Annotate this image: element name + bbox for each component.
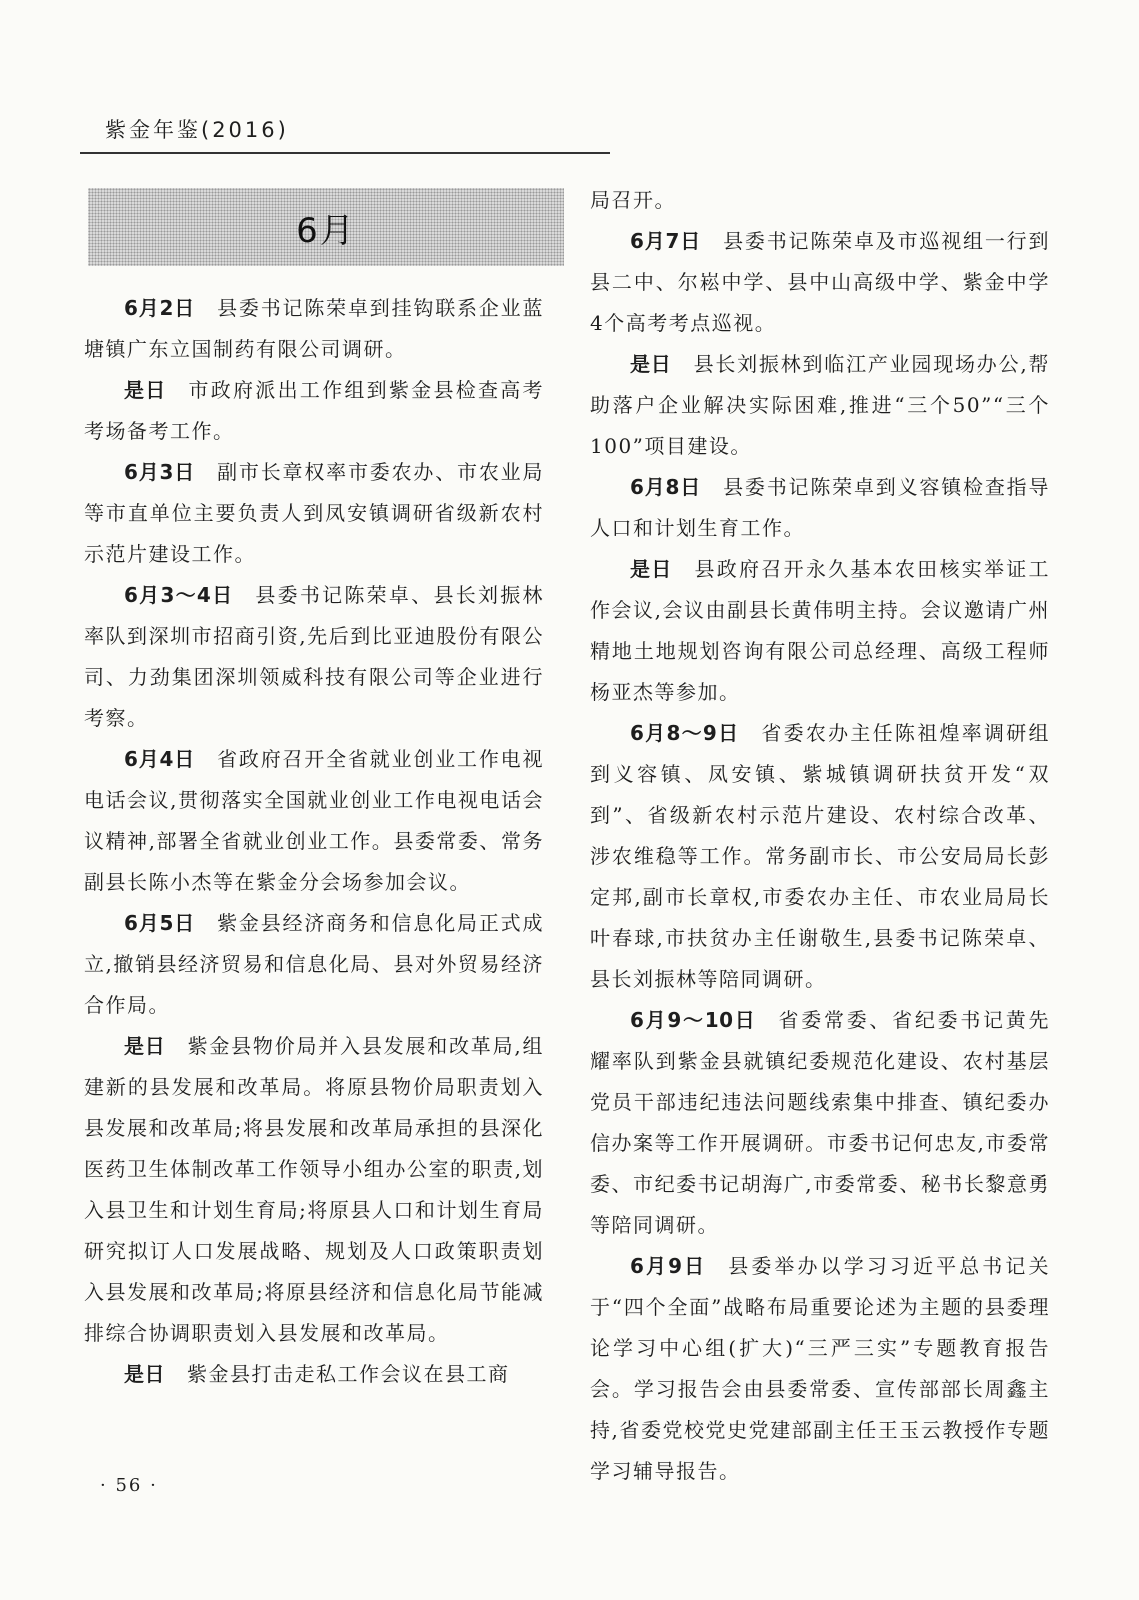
entry (84, 903, 544, 1026)
month-banner (88, 188, 564, 266)
entry (590, 1246, 1050, 1492)
entry-text: 省委农办主任陈祖煌率调研组到义容镇、凤安镇、紫城镇调研扶贫开发“双到”、省级新农村示范片建设、农村综合改革、涉农维稳等工作。常务副市长、市公安局局长彭定邦,副市长章权,市委农办主任、市农业局局长叶春球,市扶贫办主任谢敬生,县委书记陈荣卓、县长刘振林等陪同调研。 (590, 721, 1051, 991)
entry-text: 县委书记陈荣卓及市巡视组一行到县二中、尔崧中学、县中山高级中学、紫金中学4个高考考点巡视。 (590, 229, 1050, 335)
entry (84, 1354, 544, 1395)
entry (590, 549, 1050, 713)
entry-date: 是日 (630, 557, 673, 581)
right-column (590, 180, 1050, 1492)
entry-text: 省政府召开全省就业创业工作电视电话会议,贯彻落实全国就业创业工作电视电话会议精神,部署全省就业创业工作。县委常委、常务副县长陈小杰等在紫金分会场参加会议。 (84, 747, 544, 894)
entry-date: 是日 (124, 378, 167, 402)
entry-date: 6月4日 (124, 747, 196, 771)
left-column (84, 288, 544, 1395)
entry-text: 省委常委、省纪委书记黄先耀率队到紫金县就镇纪委规范化建设、农村基层党员干部违纪违法问题线索集中排查、镇纪委办信办案等工作开展调研。市委书记何忠友,市委常委、市纪委书记胡海广,市委常委、秘书长黎意勇等陪同调研。 (590, 1008, 1050, 1237)
entry-date: 6月9日 (630, 1254, 707, 1278)
entry-text: 县委举办以学习习近平总书记关于“四个全面”战略布局重要论述为主题的县委理论学习中心组(扩大)“三严三实”专题教育报告会。学习报告会由县委常委、宣传部部长周鑫主持,省委党校党史党建部副主任王玉云教授作专题学习辅导报告。 (590, 1254, 1051, 1483)
entry-text: 紫金县经济商务和信息化局正式成立,撤销县经济贸易和信息化局、县对外贸易经济合作局。 (84, 911, 544, 1017)
entry-date: 是日 (124, 1034, 166, 1058)
entry-text: 县委书记陈荣卓到义容镇检查指导人口和计划生育工作。 (590, 475, 1050, 540)
entry (590, 1000, 1050, 1246)
entry-date: 6月5日 (124, 911, 196, 935)
running-head: 紫金年鉴(2016) (105, 118, 289, 142)
entry-text: 县委书记陈荣卓到挂钩联系企业蓝塘镇广东立国制药有限公司调研。 (84, 296, 544, 361)
entry (590, 344, 1050, 467)
entry-text: 县长刘振林到临江产业园现场办公,帮助落户企业解决实际困难,推进“三个50”“三个100”项目建设。 (590, 352, 1051, 458)
entry-date: 6月2日 (124, 296, 196, 320)
entry-continuation: 局召开。 (590, 188, 676, 212)
entry-text: 县政府召开永久基本农田核实举证工作会议,会议由副县长黄伟明主持。会议邀请广州精地土地规划咨询有限公司总经理、高级工程师杨亚杰等参加。 (590, 557, 1051, 704)
entry-date: 是日 (630, 352, 672, 376)
entry (590, 713, 1050, 1000)
entry-text: 副市长章权率市委农办、市农业局等市直单位主要负责人到凤安镇调研省级新农村示范片建设工作。 (84, 460, 544, 566)
entry-date: 6月8日 (630, 475, 702, 499)
entry-text: 紫金县物价局并入县发展和改革局,组建新的县发展和改革局。将原县物价局职责划入县发展和改革局;将县发展和改革局承担的县深化医药卫生体制改革工作领导小组办公室的职责,划入县卫生和计划生育局;将原县人口和计划生育局研究拟订人口发展战略、规划及人口政策职责划入县发展和改革局;将原县经济和信息化局节能减排综合协调职责划入县发展和改革局。 (84, 1034, 545, 1345)
header-rule (80, 152, 610, 154)
entry-date: 6月8～9日 (630, 721, 740, 745)
entry-date: 是日 (124, 1362, 165, 1386)
entry-text: 市政府派出工作组到紫金县检查高考考场备考工作。 (84, 378, 545, 443)
month-heading: 6月 (296, 210, 356, 251)
entry (84, 575, 544, 739)
entry-date: 6月3日 (124, 460, 196, 484)
entry-text: 县委书记陈荣卓、县长刘振林率队到深圳市招商引资,先后到比亚迪股份有限公司、力劲集团深圳领威科技有限公司等企业进行考察。 (84, 583, 545, 730)
page-number: · 56 · (100, 1475, 158, 1496)
entry (84, 1026, 544, 1354)
entry-text: 紫金县打击走私工作会议在县工商 (187, 1362, 510, 1386)
entry (84, 288, 544, 370)
entry (84, 370, 544, 452)
entry-date: 6月7日 (630, 229, 702, 253)
entry-date: 6月3～4日 (124, 583, 234, 607)
entry-date: 6月9～10日 (630, 1008, 757, 1032)
entry (590, 221, 1050, 344)
entry (590, 467, 1050, 549)
entry (84, 739, 544, 903)
entry (84, 452, 544, 575)
